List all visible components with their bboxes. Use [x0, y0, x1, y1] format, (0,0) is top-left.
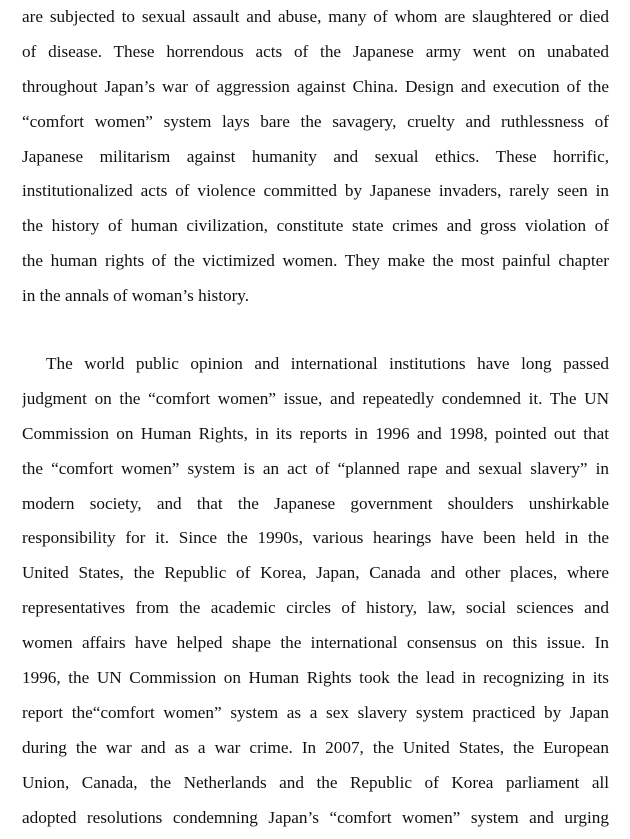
paragraph-line: representatives from the academic circles of history, law, social sciences and — [22, 598, 609, 618]
paragraph-line: The world public opinion and international institutions have long passed — [46, 354, 609, 373]
paragraph-line: “comfort women” system lays bare the savagery, cruelty and ruthlessness of — [22, 111, 609, 131]
paragraph-2 — [22, 347, 609, 835]
paragraph-line: women affairs have helped shape the international consensus on this issue. In — [22, 633, 609, 653]
paragraph-line: are subjected to sexual assault and abuse, many of whom are slaughtered or died — [22, 7, 609, 26]
paragraph-line: United States, the Republic of Korea, Japan, Canada and other places, where — [22, 563, 609, 583]
paragraph-line: the “comfort women” system is an act of “planned rape and sexual slavery” in — [22, 458, 609, 478]
paragraph-line: the history of human civilization, constitute state crimes and gross violation of — [22, 216, 609, 236]
paragraph-line: modern society, and that the Japanese government shoulders unshirkable — [22, 493, 609, 513]
paragraph-line: Commission on Human Rights, in its reports in 1996 and 1998, pointed out that — [22, 423, 609, 443]
paragraph-line: report the“comfort women” system as a sex slavery system practiced by Japan — [22, 702, 609, 722]
paragraph-line: the human rights of the victimized women. They make the most painful chapter — [22, 251, 609, 271]
paragraph-line: institutionalized acts of violence committed by Japanese invaders, rarely seen in — [22, 181, 609, 201]
paragraph-line: 1996, the UN Commission on Human Rights took the lead in recognizing in its — [22, 668, 609, 688]
paragraph-line: Japanese militarism against humanity and sexual ethics. These horrific, — [22, 146, 609, 166]
paragraph-line: Union, Canada, the Netherlands and the Republic of Korea parliament all — [22, 772, 609, 792]
paragraph-line: judgment on the “comfort women” issue, and repeatedly condemned it. The UN — [22, 388, 609, 408]
paragraph-line: responsibility for it. Since the 1990s, various hearings have been held in the — [22, 528, 609, 548]
paragraph-line: adopted resolutions condemning Japan’s “comfort women” system and urging — [22, 807, 609, 827]
paragraph-line: during the war and as a war crime. In 2007, the United States, the European — [22, 737, 609, 757]
paragraph-line: in the annals of woman’s history. — [22, 286, 250, 306]
paragraph-1 — [22, 0, 609, 314]
paragraph-line: of disease. These horrendous acts of the Japanese army went on unabated — [22, 41, 609, 61]
paragraph-line: throughout Japan’s war of aggression against China. Design and execution of the — [22, 76, 609, 96]
